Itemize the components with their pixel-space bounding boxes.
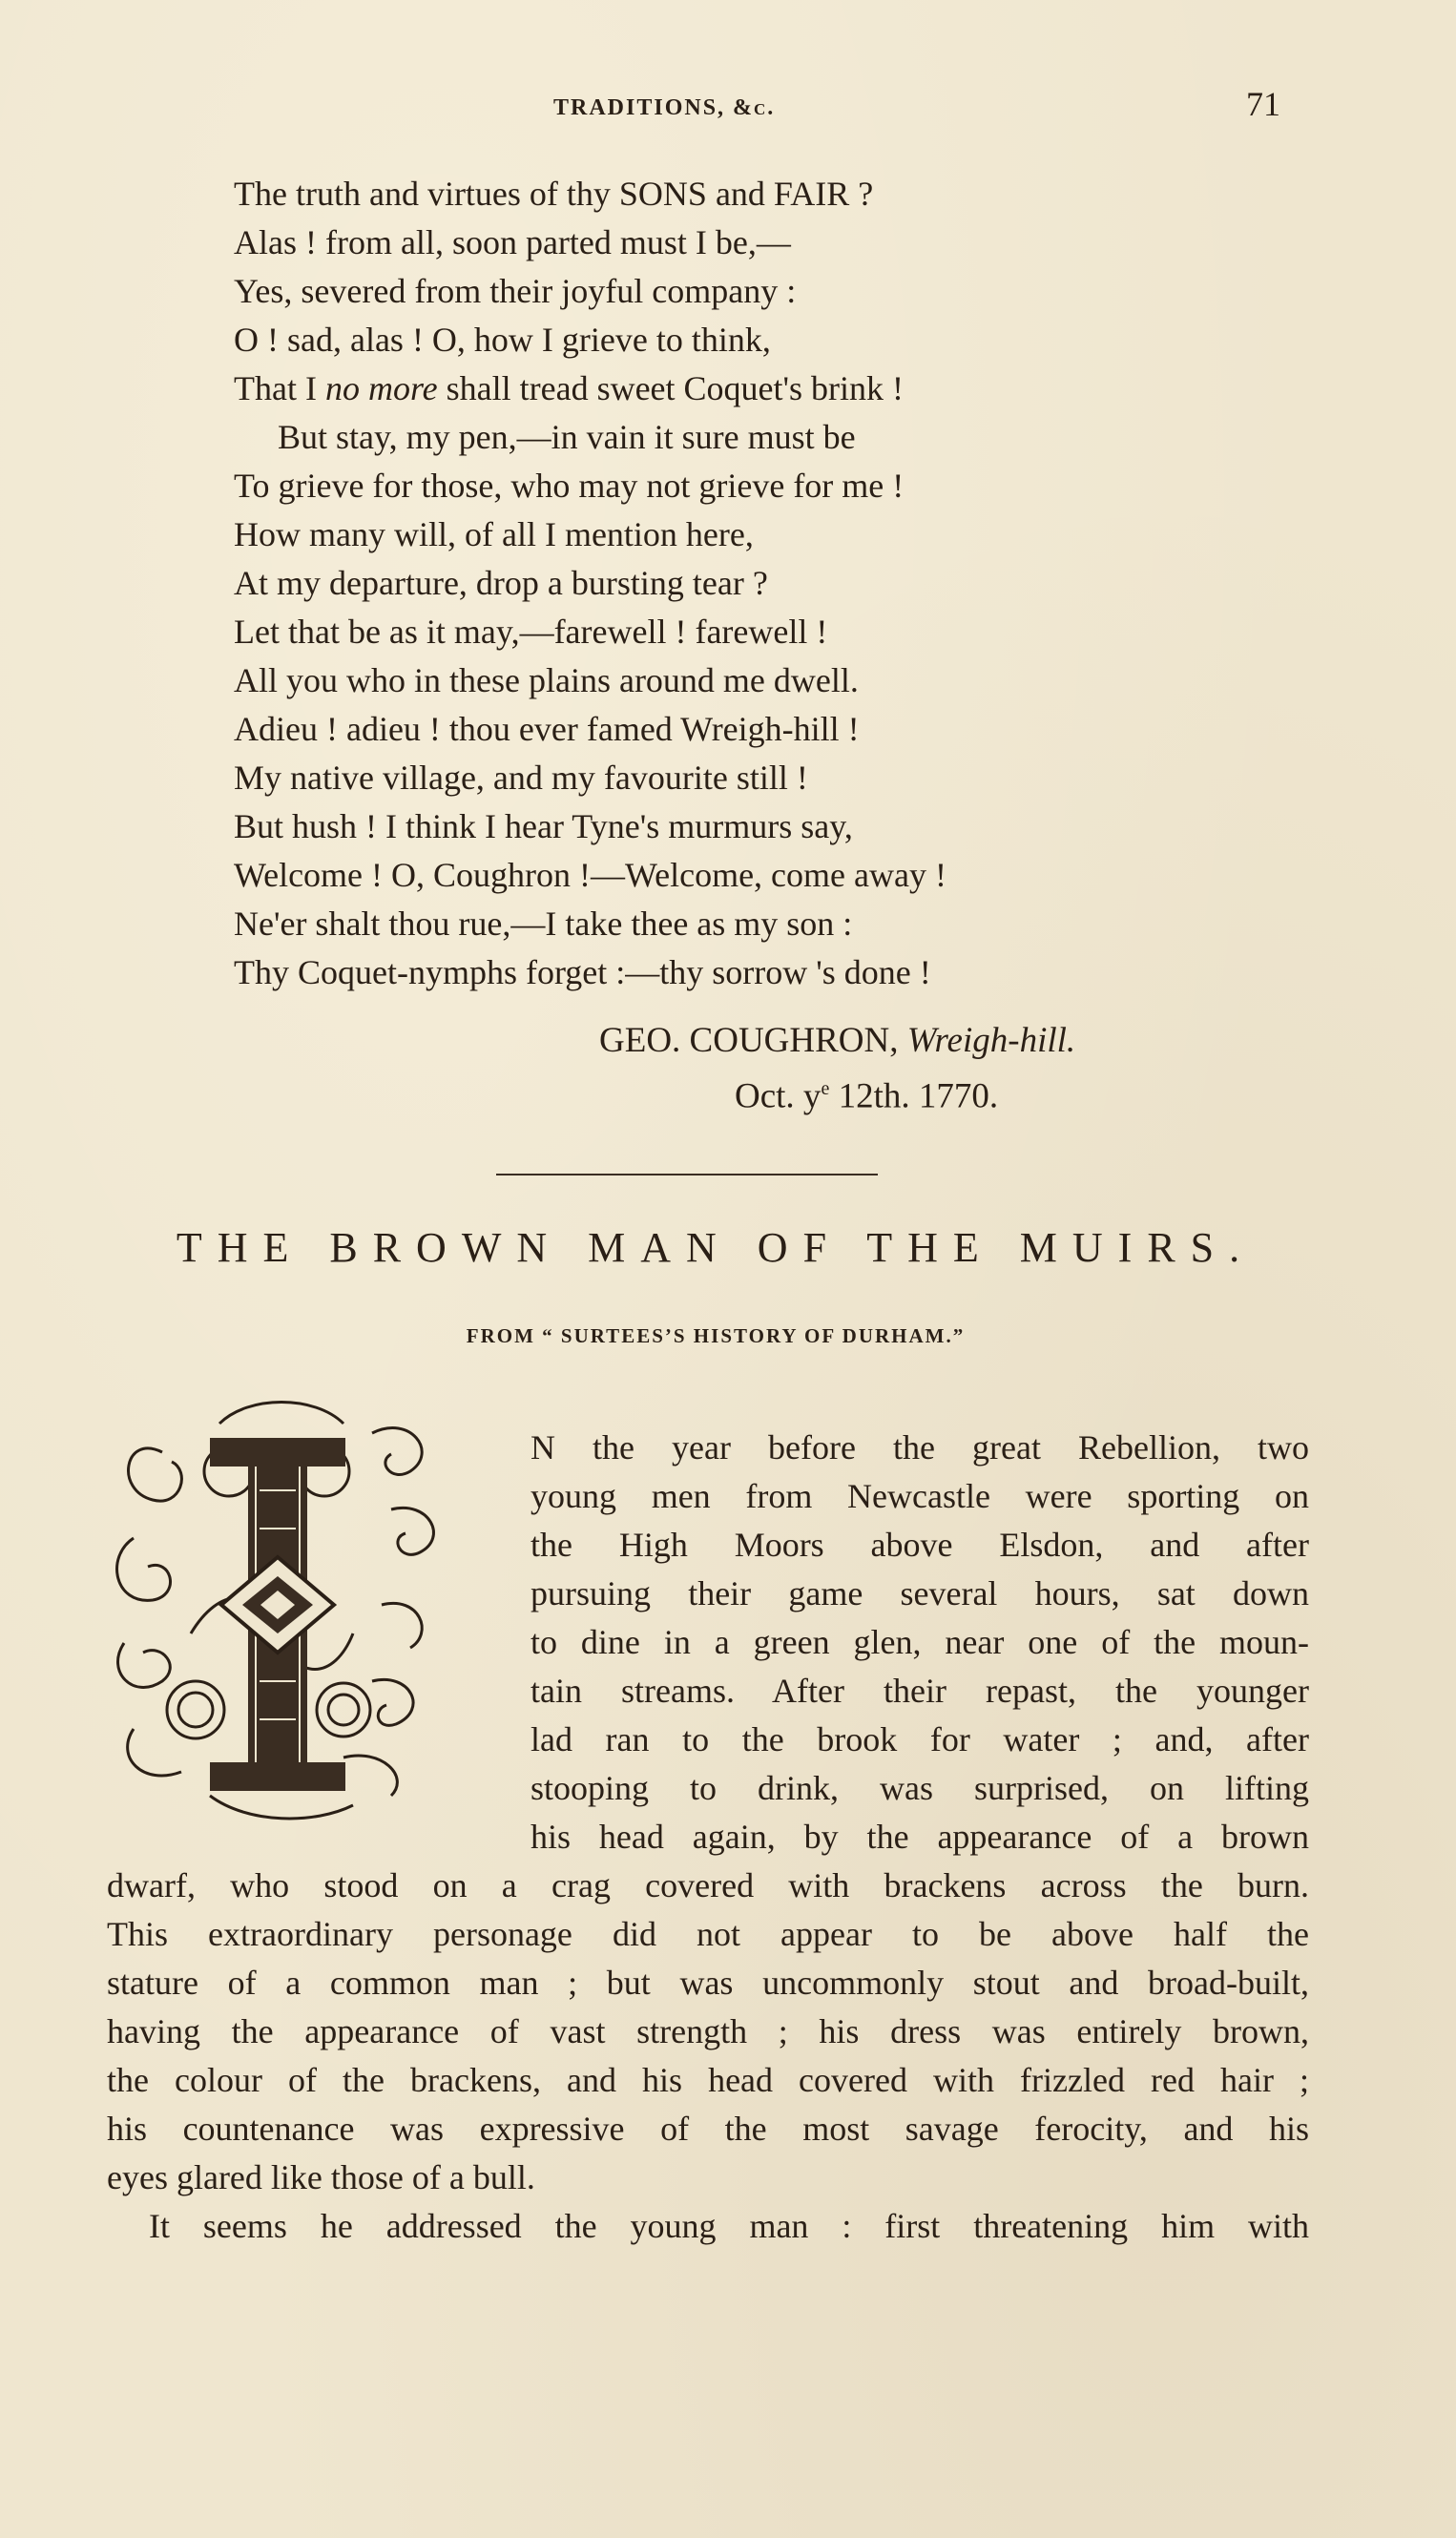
poem-line: But hush ! I think I hear Tyne's murmurs say,: [234, 807, 853, 845]
poem-line-part: shall tread sweet Coquet's brink !: [437, 369, 904, 407]
story-line: It seems he addressed the young man : first threatening him with: [149, 2207, 1309, 2245]
date-superscript: e: [821, 1078, 830, 1099]
poem-line-italic-phrase: [234, 364, 1283, 413]
story-line: lad ran to the brook for water ; and, after: [530, 1720, 1309, 1758]
poem-line: Alas ! from all, soon parted must I be,—: [234, 223, 791, 261]
story-line: dwarf, who stood on a crag covered with brackens across the burn.: [107, 1866, 1309, 1904]
poem: [234, 170, 1283, 997]
poem-line: But stay, my pen,—in vain it sure must be: [278, 418, 856, 456]
poem-line: My native village, and my favourite still !: [234, 759, 808, 797]
poem-line-part: That I: [234, 369, 325, 407]
signature-line: [599, 1017, 1075, 1065]
source-attribution: FROM “ SURTEES’S HISTORY OF DURHAM.”: [466, 1324, 966, 1347]
date-prefix: Oct. y: [735, 1076, 822, 1116]
story-line: the colour of the brackens, and his head covered with frizzled red hair ;: [107, 2061, 1309, 2099]
story-line: his countenance was expressive of the most savage ferocity, and his: [107, 2110, 1309, 2148]
story-line: stooping to drink, was surprised, on lifting: [530, 1769, 1309, 1807]
signature-date: [599, 1065, 1075, 1120]
signature-place: Wreigh-hill.: [906, 1021, 1076, 1060]
story-line: the High Moors above Elsdon, and after: [530, 1526, 1309, 1564]
story-line: stature of a common man ; but was uncommonly stout and broad-built,: [107, 1964, 1309, 2002]
poem-line: How many will, of all I mention here,: [234, 515, 754, 553]
page-number: 71: [1246, 85, 1280, 123]
story-line: his head again, by the appearance of a brown: [530, 1818, 1309, 1856]
story-line: pursuing their game several hours, sat down: [530, 1574, 1309, 1612]
story-line: N the year before the great Rebellion, two: [530, 1428, 1309, 1467]
poem-line: Thy Coquet-nymphs forget :—thy sorrow 's done !: [234, 953, 931, 991]
poem-line: Yes, severed from their joyful company :: [234, 272, 797, 310]
story-line: young men from Newcastle were sporting on: [530, 1477, 1309, 1515]
signature-name: GEO. COUGHRON,: [599, 1021, 899, 1060]
story-line: to dine in a green glen, near one of the moun-: [530, 1623, 1309, 1661]
section-title: THE BROWN MAN OF THE MUIRS.: [176, 1224, 1256, 1271]
poem-line: Welcome ! O, Coughron !—Welcome, come away !: [234, 856, 946, 894]
poem-line: Adieu ! adieu ! thou ever famed Wreigh-hill !: [234, 710, 860, 748]
poem-signature: [599, 1017, 1075, 1120]
story-line: tain streams. After their repast, the younger: [530, 1672, 1309, 1710]
poem-line: The truth and virtues of thy SONS and FAIR ?: [234, 175, 874, 213]
date-suffix: 12th. 1770.: [829, 1076, 999, 1116]
section-divider: [496, 1174, 878, 1175]
running-head: TRADITIONS, &c.: [553, 95, 776, 120]
poem-line: At my departure, drop a bursting tear ?: [234, 564, 768, 602]
story-line: This extraordinary personage did not appear to be above half the: [107, 1915, 1309, 1953]
story-line: eyes glared like those of a bull.: [107, 2158, 535, 2196]
poem-line: Ne'er shalt thou rue,—I take thee as my son :: [234, 905, 853, 943]
poem-line: O ! sad, alas ! O, how I grieve to think,: [234, 321, 771, 359]
story-text: [107, 1424, 1309, 2251]
poem-line-italic: no more: [324, 369, 438, 407]
story-line: having the appearance of vast strength ; his dress was entirely brown,: [107, 2012, 1309, 2050]
poem-line: All you who in these plains around me dwell.: [234, 661, 859, 699]
poem-line: Let that be as it may,—farewell ! farewell !: [234, 613, 828, 651]
poem-line: To grieve for those, who may not grieve for me !: [234, 467, 905, 505]
